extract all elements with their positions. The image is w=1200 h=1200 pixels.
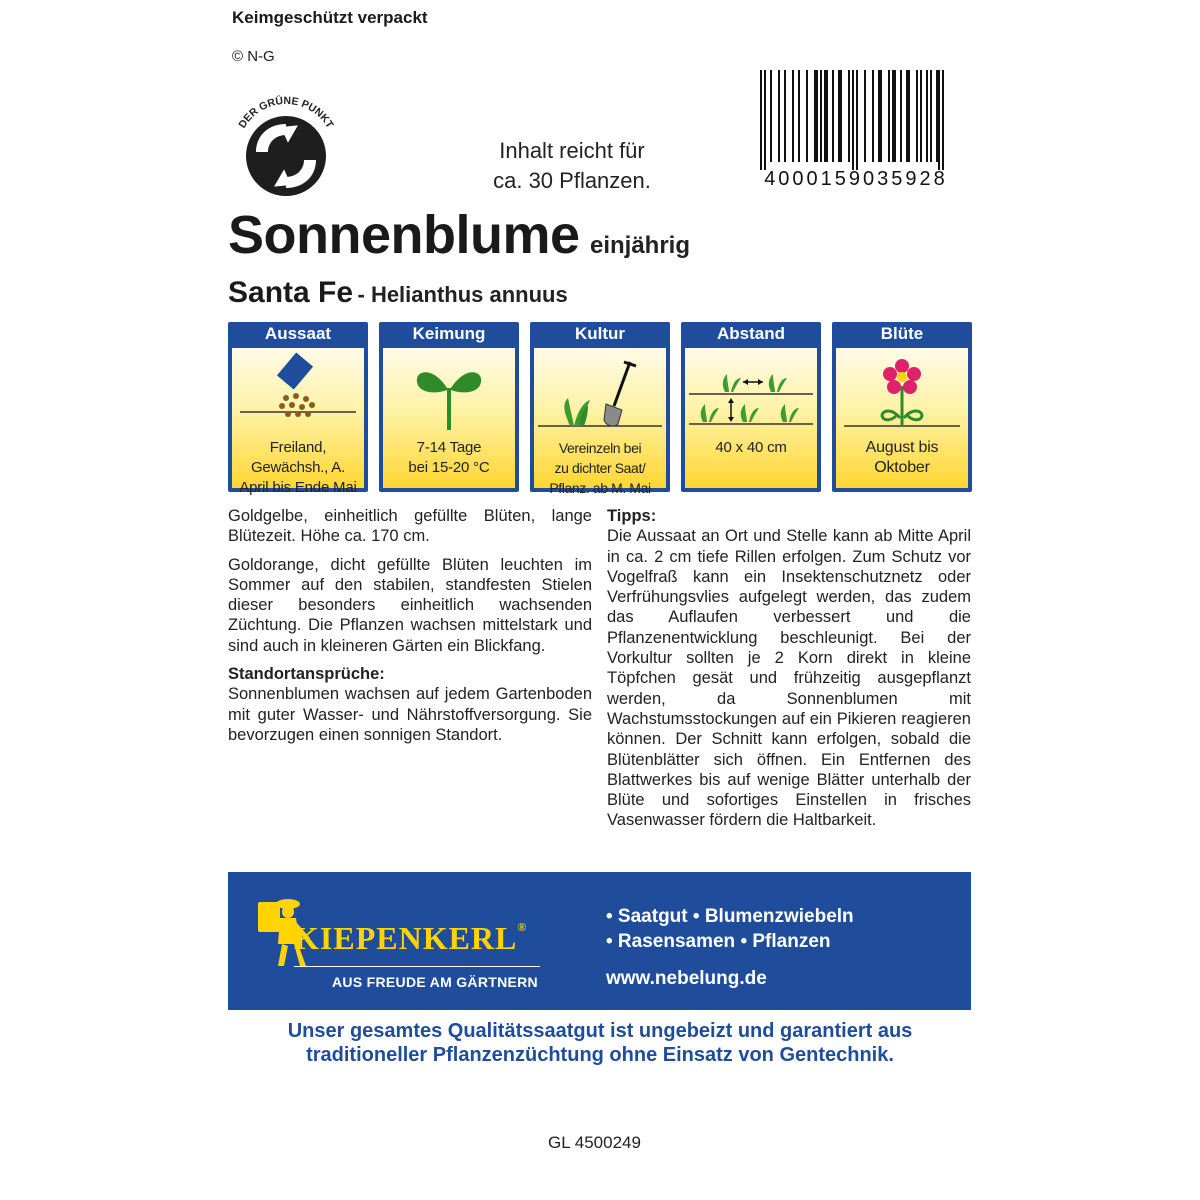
info-box-bluete [832,322,972,492]
barcode-bar [936,70,938,162]
spade-plant-icon [534,352,666,430]
variety-name: Santa Fe [228,276,354,309]
barcode-bar [792,70,794,162]
barcode-bar [824,70,828,162]
tips-column [607,506,971,831]
botanical-name: - Helianthus annuus [357,282,568,307]
website-link[interactable]: www.nebelung.de [606,968,767,989]
brand-banner [228,872,971,1010]
spacing-icon [685,352,817,430]
info-box-text: Freiland, Gewächsh., A. April bis Ende Mai [239,439,357,496]
barcode-bar [878,70,882,162]
brand-divider [294,966,540,967]
brand-slogan: AUS FREUDE AM GÄRTNERN [332,974,538,990]
article-code: GL 4500249 [548,1133,641,1152]
product-name: Sonnenblume [228,205,580,265]
barcode-bar [820,70,822,162]
barcode-bar [930,70,932,162]
barcode-bar [764,70,766,170]
flower-icon [836,352,968,430]
barcode-bar [806,70,808,162]
barcode-bar [864,70,866,162]
tips-heading: Tipps: [607,507,657,525]
info-box-text: Vereinzeln bei zu dichter Saat/ Pflanz. ab M. Mai [549,440,651,496]
barcode-bar [784,70,786,162]
product-title [228,204,690,266]
info-box-abstand [681,322,821,492]
green-dot-label: DER GRÜNE PUNKT [236,94,336,131]
info-box-title: Abstand [717,324,785,343]
copyright: © N-G [232,48,275,65]
seed-packet-icon [232,352,364,430]
barcode-bar [838,70,842,162]
info-box-aussaat [228,322,368,496]
info-box-kultur [530,322,670,496]
seedling-icon [383,352,515,430]
barcode-bar [778,70,780,162]
info-box-title: Keimung [412,324,486,343]
barcode-bar [942,70,944,170]
description-paragraph: Goldgelbe, einheitlich gefüllte Blüten, lange Blütezeit. Höhe ca. 170 cm. [228,507,592,546]
barcode [742,70,970,192]
info-box-title: Kultur [574,324,626,343]
barcode-bar [938,70,940,170]
barcode-bar [798,70,800,162]
location-heading: Standortansprüche: [228,665,385,684]
barcode-number: 4000159035928 [764,168,948,190]
barcode-bar [760,70,762,170]
barcode-bar [814,70,818,162]
barcode-bar [852,70,854,170]
info-box-text: 7-14 Tage bei 15-20 °C [408,439,490,476]
info-box-keimung [379,322,519,492]
barcode-bar [832,70,834,162]
annual-label: einjährig [589,232,690,259]
info-box-text: August bis Oktober [865,439,939,476]
barcode-bar [848,70,850,162]
product-range: • Saatgut • Blumenzwiebeln • Rasensamen • Pflanzen [606,906,854,952]
barcode-bar [888,70,890,162]
info-box-title: Aussaat [264,324,332,343]
tips-text: Die Aussaat an Ort und Stelle kann ab Mitte April in ca. 2 cm tiefe Rillen erfolgen. Zum Schutz vor Vogelfraß kann ein Insektenschutznetz oder Verfrühungsvlies aufgelegt werden, das zudem das Auflaufen verbessert und die Pflanzenentwicklung beschleunigt. Bei der Vorkultur sollten je 2 Korn direkt in kleine Töpfchen gesät und frühzeitig ausgepflanzt werden, da Sonnenblumen mit Wachstumsstockungen auf ein Pikieren reagieren können. Der Schnitt kann erfolgen, sobald die Blütenblätter sich öffnen. Ein Entfernen des Blattwerkes bis auf wenige Blätter unterhalb der Blüte und sofortiges Einstellen in frisches Vasenwasser fördern die Haltbarkeit. [607,527,971,830]
contents-note: Inhalt reicht für ca. 30 Pflanzen. [493,138,651,193]
barcode-bar [920,70,922,162]
packaging-note: Keimgeschützt verpackt [232,8,428,27]
description-paragraph: Goldorange, dicht gefüllte Blüten leuchten im Sommer auf den stabilen, standfesten Stielen dieser besonders einheitlich wachsenden Züchtung. Die Pflanzen wachsen mittelstark und sind auch in kleineren Gärten ein Blickfang. [228,555,592,655]
barcode-bar [926,70,928,162]
barcode-bar [906,70,910,162]
barcode-bar [916,70,918,162]
quality-statement: Unser gesamtes Qualitätssaatgut ist ungebeizt und garantiert aus traditioneller Pflanzenzüchtung ohne Einsatz von Gentechnik. [287,1020,913,1066]
description-column [228,506,592,745]
barcode-bar [872,70,874,162]
info-box-title: Blüte [880,324,924,343]
brand-name: KIEPENKERL® [294,920,528,956]
green-dot-icon [226,90,346,200]
info-box-text: 40 x 40 cm [715,439,787,456]
barcode-bar [892,70,896,162]
barcode-bar [856,70,858,170]
barcode-bar [900,70,902,162]
variety-line [228,276,568,310]
location-text: Sonnenblumen wachsen auf jedem Gartenboden mit guter Wasser- und Nährstoffversorgung. Sie bevorzugen einen sonnigen Standort. [228,685,592,744]
barcode-bar [770,70,772,162]
